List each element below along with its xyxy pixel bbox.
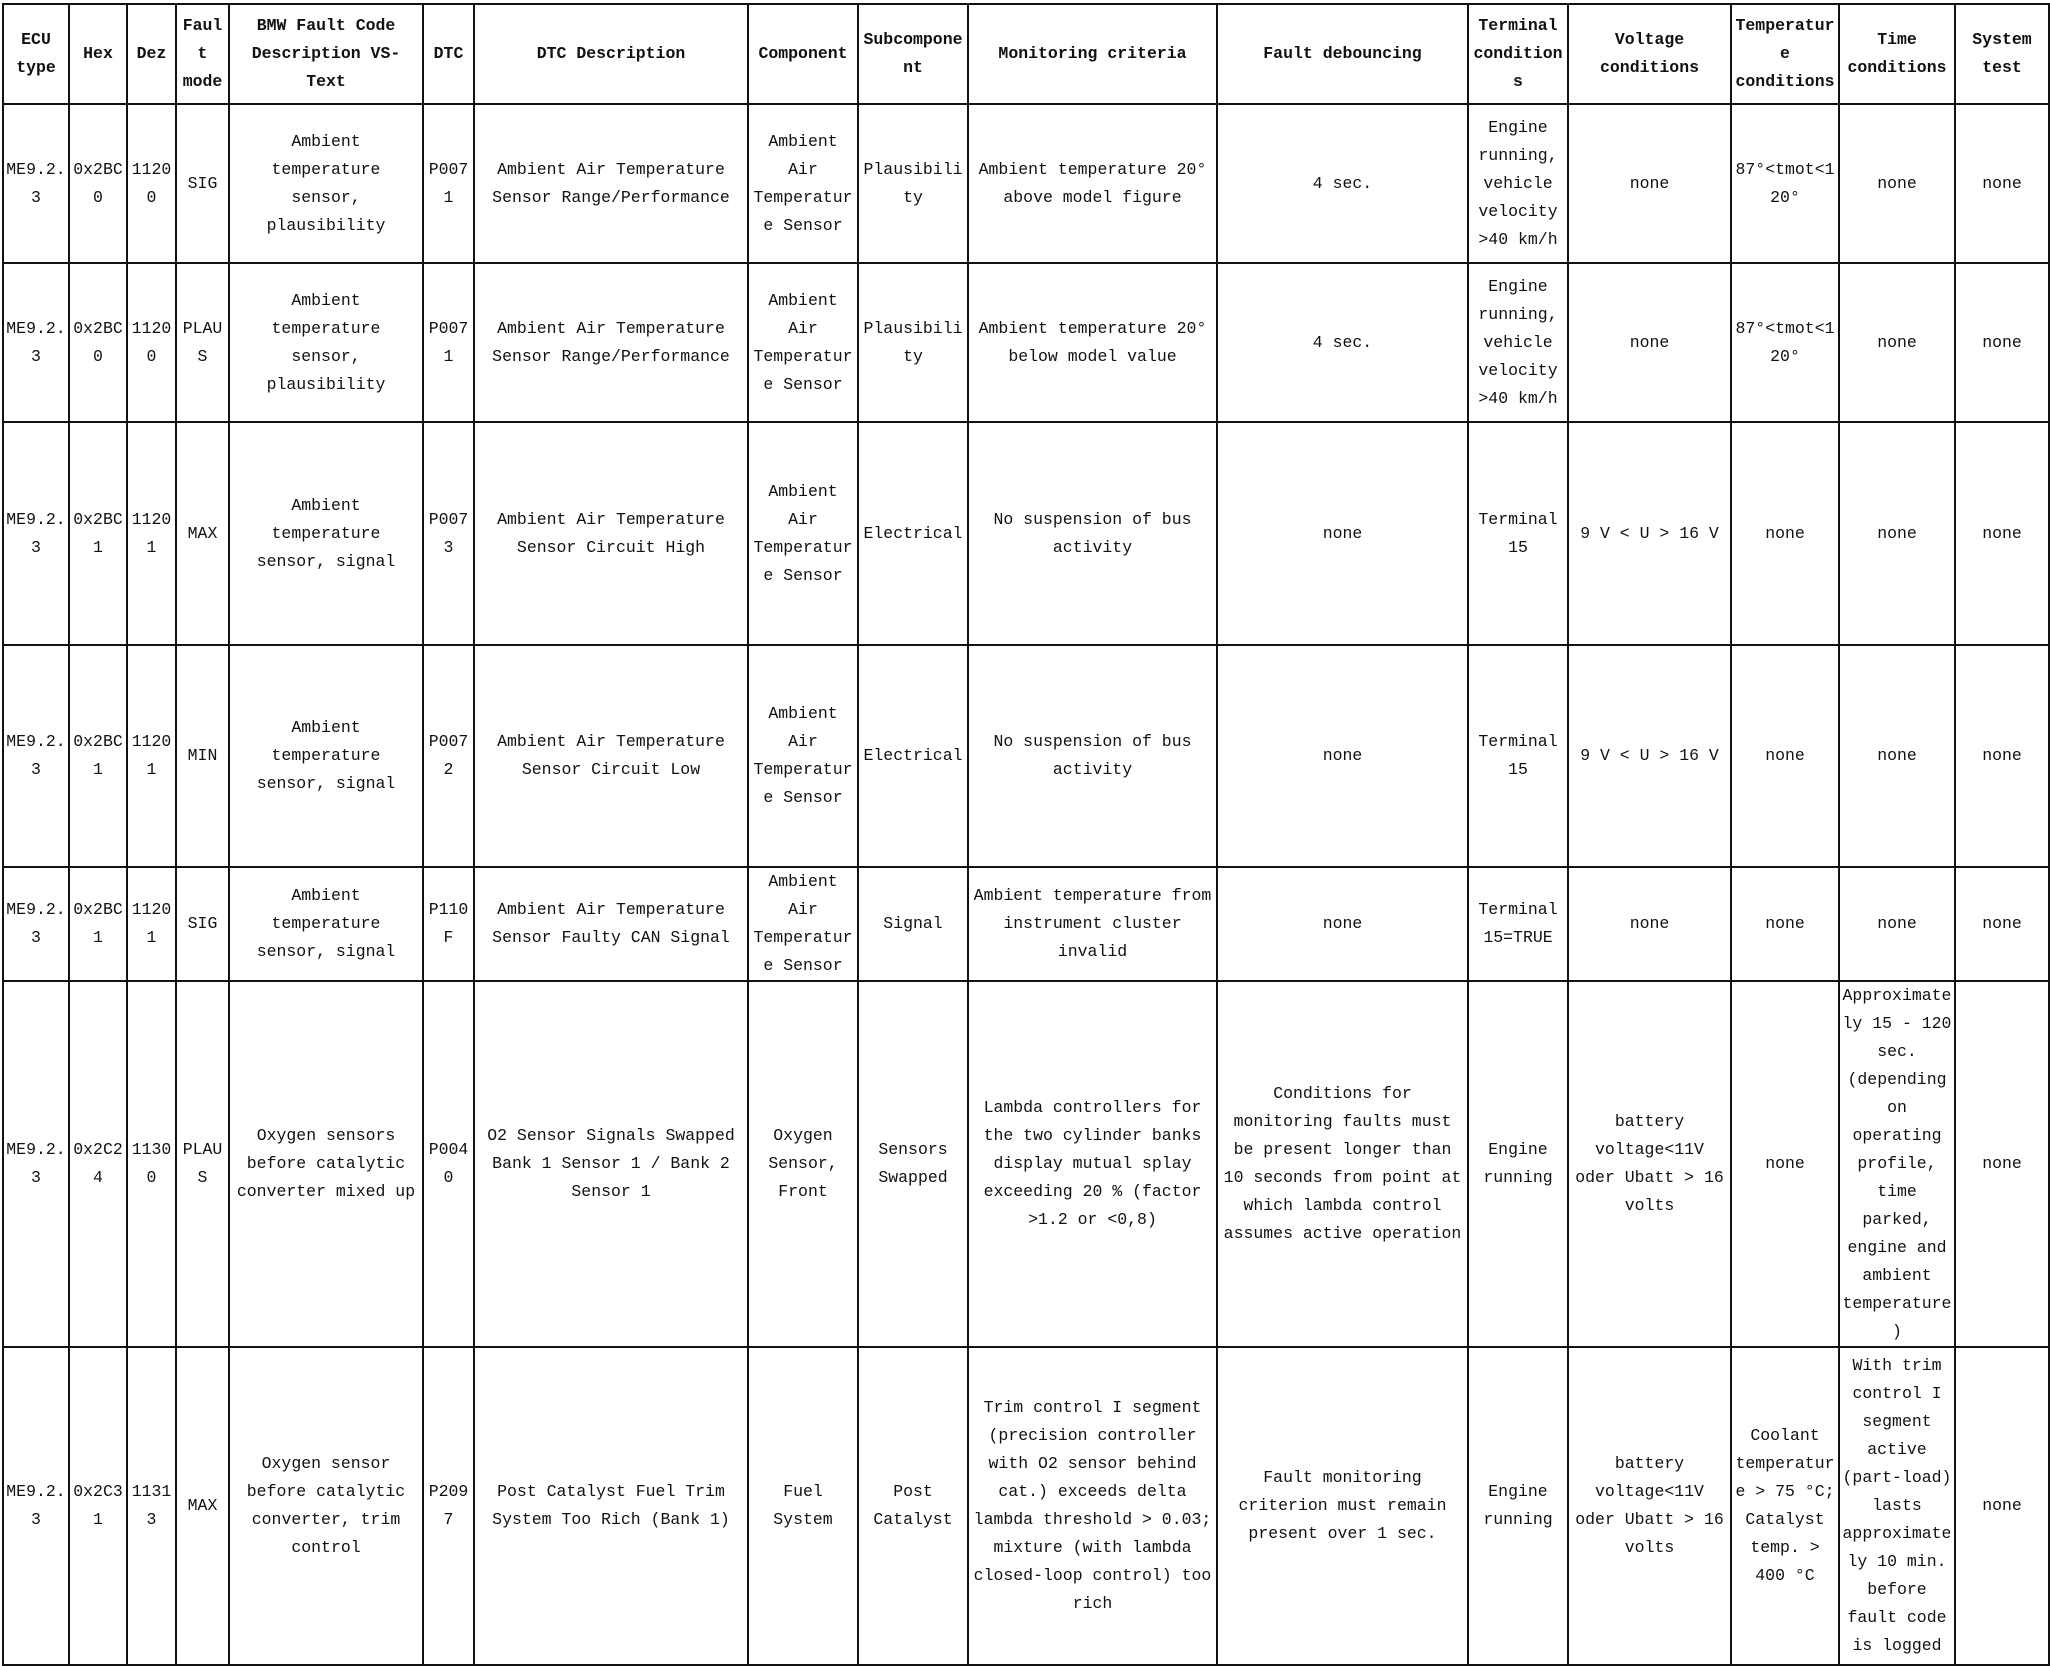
cell-fault-debouncing: 4 sec. [1217, 104, 1468, 263]
cell-monitoring-criteria: Ambient temperature from instrument cluster invalid [968, 867, 1217, 981]
cell-hex: 0x2BC1 [69, 867, 127, 981]
cell-temperature-conditions: none [1731, 645, 1839, 867]
cell-monitoring-criteria: Lambda controllers for the two cylinder banks display mutual splay exceeding 20 % (factor >1.2 or <0,8) [968, 981, 1217, 1347]
table-row [3, 645, 2049, 867]
cell-monitoring-criteria: No suspension of bus activity [968, 645, 1217, 867]
table-row [3, 981, 2049, 1347]
cell-dtc: P0071 [423, 263, 474, 422]
cell-system-test: none [1955, 422, 2049, 645]
cell-ecu-type: ME9.2.3 [3, 981, 69, 1347]
cell-voltage-conditions: none [1568, 263, 1731, 422]
cell-system-test: none [1955, 1347, 2049, 1665]
cell-fault-mode: MIN [176, 645, 229, 867]
cell-component: Ambient Air Temperature Sensor [748, 104, 858, 263]
header-dez: Dez [127, 4, 176, 104]
cell-monitoring-criteria: Ambient temperature 20° above model figure [968, 104, 1217, 263]
cell-subcomponent: Signal [858, 867, 968, 981]
cell-dtc-description: Ambient Air Temperature Sensor Range/Performance [474, 104, 748, 263]
cell-temperature-conditions: 87°<tmot<120° [1731, 104, 1839, 263]
cell-hex: 0x2BC0 [69, 104, 127, 263]
header-system-test: System test [1955, 4, 2049, 104]
cell-hex: 0x2BC0 [69, 263, 127, 422]
cell-fault-debouncing: Conditions for monitoring faults must be present longer than 10 seconds from point at which lambda control assumes active operation [1217, 981, 1468, 1347]
cell-ecu-type: ME9.2.3 [3, 867, 69, 981]
cell-fault-mode: SIG [176, 867, 229, 981]
cell-hex: 0x2BC1 [69, 422, 127, 645]
cell-subcomponent: Sensors Swapped [858, 981, 968, 1347]
cell-fault-debouncing: Fault monitoring criterion must remain present over 1 sec. [1217, 1347, 1468, 1665]
table-header-row [3, 4, 2049, 104]
table-row [3, 867, 2049, 981]
cell-ecu-type: ME9.2.3 [3, 263, 69, 422]
header-fault-debouncing: Fault debouncing [1217, 4, 1468, 104]
cell-terminal-conditions: Engine running, vehicle velocity >40 km/h [1468, 263, 1568, 422]
cell-voltage-conditions: 9 V < U > 16 V [1568, 422, 1731, 645]
cell-fault-mode: SIG [176, 104, 229, 263]
cell-dtc-description: O2 Sensor Signals Swapped Bank 1 Sensor 1 / Bank 2 Sensor 1 [474, 981, 748, 1347]
cell-bmw-description: Ambient temperature sensor, signal [229, 867, 423, 981]
cell-voltage-conditions: none [1568, 104, 1731, 263]
cell-fault-debouncing: none [1217, 867, 1468, 981]
table-row [3, 1347, 2049, 1665]
cell-voltage-conditions: battery voltage<11V oder Ubatt > 16 volts [1568, 981, 1731, 1347]
cell-fault-mode: PLAUS [176, 981, 229, 1347]
cell-fault-mode: MAX [176, 422, 229, 645]
cell-fault-debouncing: 4 sec. [1217, 263, 1468, 422]
cell-temperature-conditions: none [1731, 422, 1839, 645]
cell-component: Oxygen Sensor, Front [748, 981, 858, 1347]
cell-time-conditions: none [1839, 104, 1955, 263]
header-ecu-type: ECU type [3, 4, 69, 104]
header-time-conditions: Time conditions [1839, 4, 1955, 104]
fault-code-table [2, 3, 2050, 1666]
cell-temperature-conditions: Coolant temperature > 75 °C; Catalyst temp. > 400 °C [1731, 1347, 1839, 1665]
cell-dtc: P110F [423, 867, 474, 981]
cell-dtc: P0071 [423, 104, 474, 263]
cell-hex: 0x2BC1 [69, 645, 127, 867]
cell-dez: 11201 [127, 867, 176, 981]
cell-time-conditions: none [1839, 645, 1955, 867]
cell-terminal-conditions: Engine running [1468, 1347, 1568, 1665]
cell-dtc: P0073 [423, 422, 474, 645]
cell-voltage-conditions: none [1568, 867, 1731, 981]
cell-system-test: none [1955, 867, 2049, 981]
header-hex: Hex [69, 4, 127, 104]
cell-system-test: none [1955, 263, 2049, 422]
cell-dez: 11200 [127, 263, 176, 422]
header-terminal-conditions: Terminal conditions [1468, 4, 1568, 104]
cell-monitoring-criteria: Ambient temperature 20° below model value [968, 263, 1217, 422]
cell-bmw-description: Ambient temperature sensor, signal [229, 422, 423, 645]
cell-temperature-conditions: none [1731, 867, 1839, 981]
cell-fault-debouncing: none [1217, 645, 1468, 867]
cell-bmw-description: Ambient temperature sensor, signal [229, 645, 423, 867]
cell-time-conditions: With trim control I segment active (part-load) lasts approximately 10 min. before fault code is logged [1839, 1347, 1955, 1665]
cell-dez: 11201 [127, 645, 176, 867]
cell-time-conditions: none [1839, 422, 1955, 645]
cell-component: Ambient Air Temperature Sensor [748, 422, 858, 645]
cell-bmw-description: Ambient temperature sensor, plausibility [229, 104, 423, 263]
cell-dez: 11201 [127, 422, 176, 645]
cell-dtc-description: Post Catalyst Fuel Trim System Too Rich (Bank 1) [474, 1347, 748, 1665]
table-row [3, 263, 2049, 422]
cell-component: Ambient Air Temperature Sensor [748, 263, 858, 422]
table-row [3, 104, 2049, 263]
cell-subcomponent: Plausibility [858, 263, 968, 422]
cell-component: Ambient Air Temperature Sensor [748, 645, 858, 867]
cell-fault-mode: PLAUS [176, 263, 229, 422]
cell-dtc: P0040 [423, 981, 474, 1347]
cell-bmw-description: Oxygen sensors before catalytic converter mixed up [229, 981, 423, 1347]
header-temperature-conditions: Temperature conditions [1731, 4, 1839, 104]
header-fault-mode: Fault mode [176, 4, 229, 104]
cell-ecu-type: ME9.2.3 [3, 1347, 69, 1665]
cell-hex: 0x2C31 [69, 1347, 127, 1665]
header-bmw-description: BMW Fault Code Description VS-Text [229, 4, 423, 104]
cell-bmw-description: Oxygen sensor before catalytic converter, trim control [229, 1347, 423, 1665]
cell-fault-debouncing: none [1217, 422, 1468, 645]
cell-system-test: none [1955, 645, 2049, 867]
cell-dez: 11300 [127, 981, 176, 1347]
cell-subcomponent: Electrical [858, 645, 968, 867]
cell-hex: 0x2C24 [69, 981, 127, 1347]
cell-temperature-conditions: none [1731, 981, 1839, 1347]
cell-bmw-description: Ambient temperature sensor, plausibility [229, 263, 423, 422]
cell-voltage-conditions: battery voltage<11V oder Ubatt > 16 volts [1568, 1347, 1731, 1665]
header-dtc: DTC [423, 4, 474, 104]
cell-subcomponent: Plausibility [858, 104, 968, 263]
cell-dtc-description: Ambient Air Temperature Sensor Circuit Low [474, 645, 748, 867]
cell-system-test: none [1955, 104, 2049, 263]
cell-dtc-description: Ambient Air Temperature Sensor Faulty CAN Signal [474, 867, 748, 981]
cell-ecu-type: ME9.2.3 [3, 422, 69, 645]
cell-terminal-conditions: Terminal 15 [1468, 422, 1568, 645]
cell-subcomponent: Electrical [858, 422, 968, 645]
cell-component: Ambient Air Temperature Sensor [748, 867, 858, 981]
cell-dtc-description: Ambient Air Temperature Sensor Range/Performance [474, 263, 748, 422]
header-voltage-conditions: Voltage conditions [1568, 4, 1731, 104]
cell-dtc-description: Ambient Air Temperature Sensor Circuit High [474, 422, 748, 645]
cell-terminal-conditions: Engine running, vehicle velocity >40 km/h [1468, 104, 1568, 263]
cell-component: Fuel System [748, 1347, 858, 1665]
cell-system-test: none [1955, 981, 2049, 1347]
header-subcomponent: Subcomponent [858, 4, 968, 104]
cell-monitoring-criteria: No suspension of bus activity [968, 422, 1217, 645]
cell-subcomponent: Post Catalyst [858, 1347, 968, 1665]
header-dtc-description: DTC Description [474, 4, 748, 104]
cell-monitoring-criteria: Trim control I segment (precision controller with O2 sensor behind cat.) exceeds delta lambda threshold > 0.03; mixture (with lambda closed-loop control) too rich [968, 1347, 1217, 1665]
cell-dtc: P2097 [423, 1347, 474, 1665]
cell-dez: 11200 [127, 104, 176, 263]
cell-time-conditions: none [1839, 867, 1955, 981]
header-monitoring-criteria: Monitoring criteria [968, 4, 1217, 104]
cell-time-conditions: none [1839, 263, 1955, 422]
cell-dtc: P0072 [423, 645, 474, 867]
cell-terminal-conditions: Terminal 15 [1468, 645, 1568, 867]
cell-dez: 11313 [127, 1347, 176, 1665]
cell-ecu-type: ME9.2.3 [3, 645, 69, 867]
cell-voltage-conditions: 9 V < U > 16 V [1568, 645, 1731, 867]
cell-fault-mode: MAX [176, 1347, 229, 1665]
cell-ecu-type: ME9.2.3 [3, 104, 69, 263]
table-row [3, 422, 2049, 645]
cell-terminal-conditions: Terminal 15=TRUE [1468, 867, 1568, 981]
cell-temperature-conditions: 87°<tmot<120° [1731, 263, 1839, 422]
cell-time-conditions: Approximately 15 - 120 sec. (depending on operating profile, time parked, engine and ambient temperature) [1839, 981, 1955, 1347]
cell-terminal-conditions: Engine running [1468, 981, 1568, 1347]
header-component: Component [748, 4, 858, 104]
